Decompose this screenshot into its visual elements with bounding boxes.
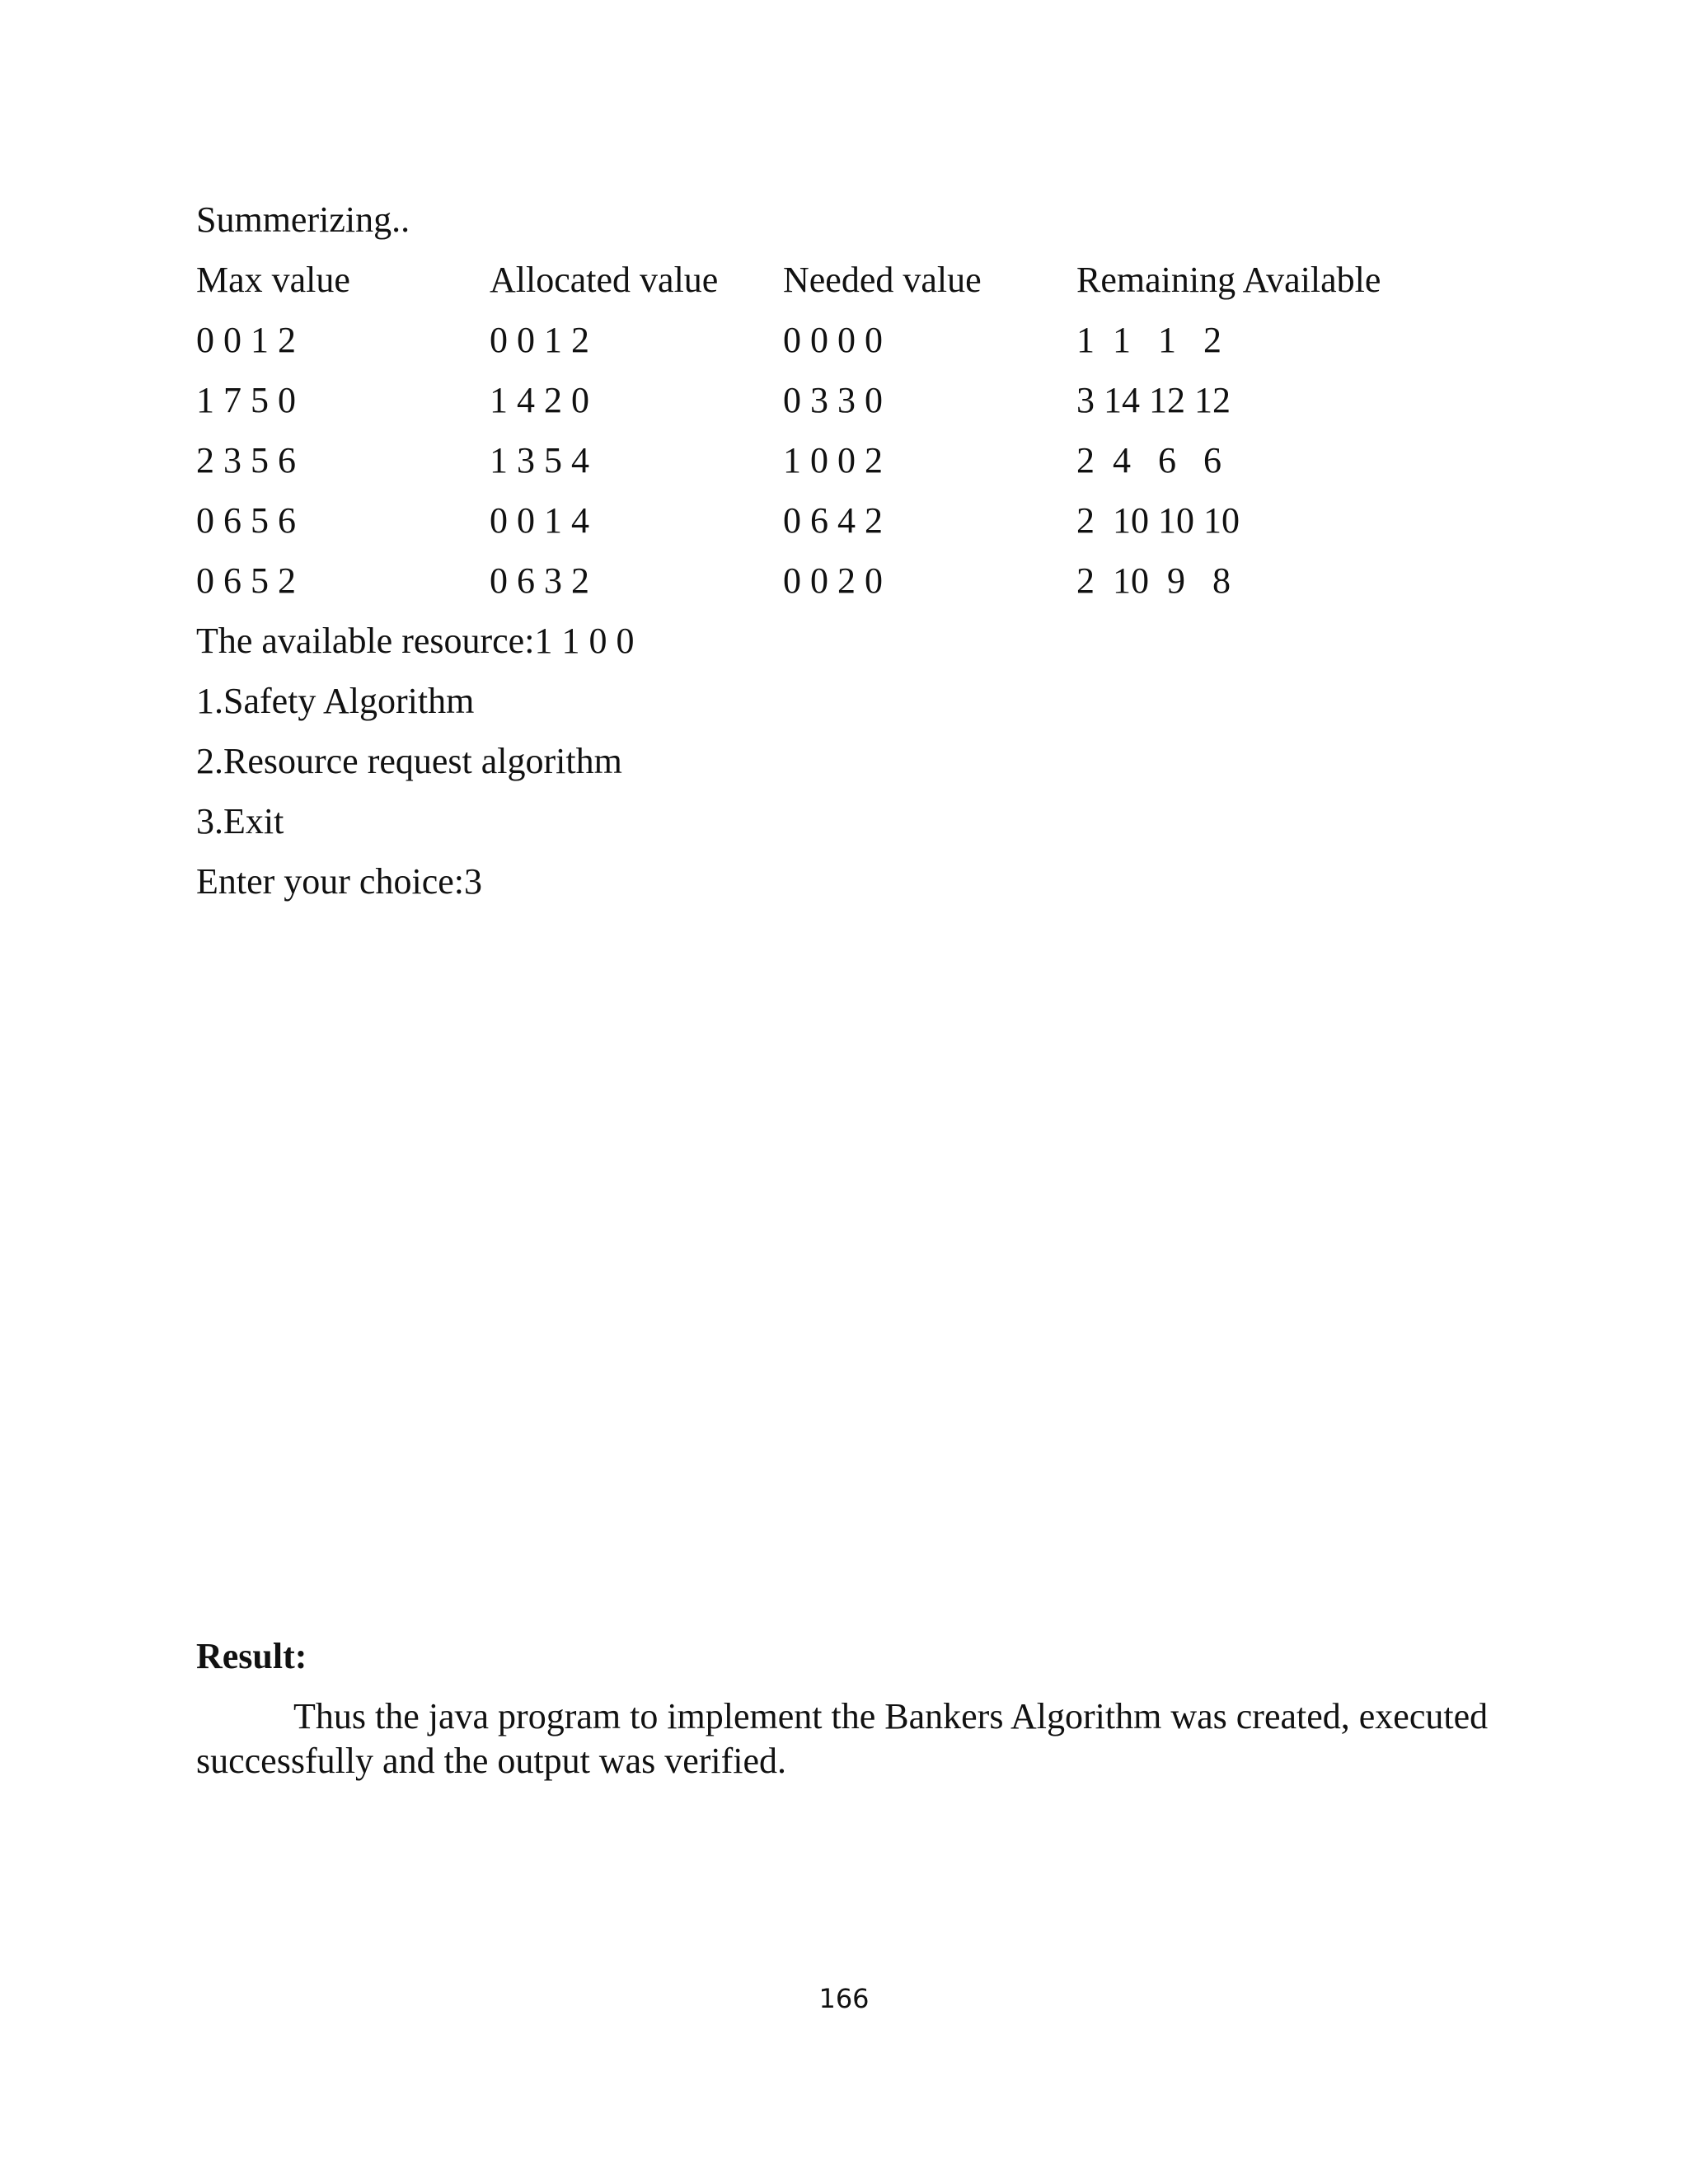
program-output [196, 190, 1564, 912]
cell-needed: 0 0 0 0 [783, 320, 883, 360]
summary-row [196, 370, 1564, 430]
cell-allocated: 1 3 5 4 [490, 440, 589, 480]
cell-allocated: 1 4 2 0 [490, 380, 589, 420]
cell-max: 1 7 5 0 [196, 380, 296, 420]
summary-heading: Summerizing.. [196, 199, 410, 240]
cell-needed: 1 0 0 2 [783, 440, 883, 480]
choice-prompt: Enter your choice:3 [196, 861, 482, 902]
menu-item-safety: 1.Safety Algorithm [196, 681, 475, 721]
column-header-remaining: Remaining Available [1076, 260, 1381, 300]
menu-item-exit: 3.Exit [196, 801, 284, 841]
cell-remaining: 2 10 10 10 [1076, 500, 1240, 541]
summary-row [196, 490, 1564, 551]
cell-allocated: 0 0 1 2 [490, 320, 589, 360]
cell-max: 2 3 5 6 [196, 440, 296, 480]
cell-max: 0 0 1 2 [196, 320, 296, 360]
cell-needed: 0 6 4 2 [783, 500, 883, 541]
available-resource-line: The available resource:1 1 0 0 [196, 621, 635, 661]
column-header-max: Max value [196, 260, 350, 300]
column-header-needed: Needed value [783, 260, 982, 300]
summary-row [196, 551, 1564, 611]
cell-allocated: 0 0 1 4 [490, 500, 589, 541]
cell-allocated: 0 6 3 2 [490, 560, 589, 601]
result-heading: Result: [196, 1636, 307, 1676]
summary-row [196, 310, 1564, 370]
cell-needed: 0 3 3 0 [783, 380, 883, 420]
cell-remaining: 2 10 9 8 [1076, 560, 1231, 601]
cell-needed: 0 0 2 0 [783, 560, 883, 601]
cell-max: 0 6 5 2 [196, 560, 296, 601]
cell-remaining: 2 4 6 6 [1076, 440, 1221, 480]
page-number: 166 [818, 1983, 870, 2014]
cell-max: 0 6 5 6 [196, 500, 296, 541]
summary-row [196, 430, 1564, 490]
cell-remaining: 1 1 1 2 [1076, 320, 1221, 360]
result-paragraph: Thus the java program to implement the Bankers Algorithm was created, executed successfully and the output was verified. [196, 1696, 1489, 1781]
summary-header-row [196, 250, 1564, 310]
cell-remaining: 3 14 12 12 [1076, 380, 1231, 420]
menu-item-resource-request: 2.Resource request algorithm [196, 741, 622, 781]
column-header-allocated: Allocated value [490, 260, 719, 300]
